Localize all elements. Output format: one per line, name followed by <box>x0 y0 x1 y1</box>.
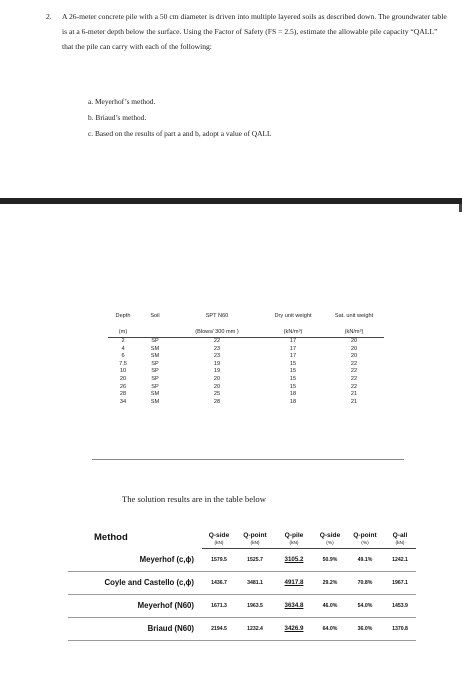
unit-depth: (m) <box>108 327 138 338</box>
col-header-q-side: Q-side <box>208 532 230 539</box>
cell: 49.1% <box>346 549 384 572</box>
cell: 20 <box>350 338 358 344</box>
cell: SP <box>151 383 159 390</box>
cell: 3481.1 <box>236 571 274 594</box>
cell: 23 <box>213 353 221 360</box>
unit-q-all: (kN) <box>384 539 416 549</box>
unit-sat: (kN/m³) <box>324 327 384 338</box>
cell: SP <box>151 375 159 382</box>
col-header-spt: SPT N60 <box>205 313 229 319</box>
cell: 18 <box>289 391 297 398</box>
cell: 1967.1 <box>384 571 416 594</box>
table-row <box>108 399 384 407</box>
cell: SP <box>151 360 159 367</box>
col-header-method: Method <box>94 531 128 543</box>
cell: 1453.9 <box>384 594 416 617</box>
cell: 20 <box>350 353 358 360</box>
cell: 1579.5 <box>202 549 236 572</box>
question-item-b: b. Briaud’s method. <box>88 113 147 122</box>
col-header-q-point-pct: Q-point <box>353 532 377 539</box>
cell: 17 <box>289 353 297 360</box>
unit-q-point-pct: (%) <box>346 539 384 549</box>
section-divider <box>92 459 404 460</box>
cell: 22 <box>213 338 221 344</box>
unit-spt: (Blows/ 300 mm ) <box>172 327 262 338</box>
table-row <box>108 376 384 384</box>
table-row <box>108 391 384 399</box>
cell: 18 <box>289 398 297 405</box>
cell: 17 <box>289 345 297 352</box>
cell: 19 <box>213 368 221 375</box>
method-label: Meyerhof (N60) <box>68 594 202 617</box>
cell: 28 <box>213 398 221 405</box>
cell: 4 <box>121 345 125 352</box>
soil-layer-table <box>108 305 384 406</box>
unit-q-side: (kN) <box>202 539 236 549</box>
col-header-q-point: Q-point <box>243 532 267 539</box>
cell: 3105.2 <box>274 549 314 572</box>
cell: 6 <box>121 353 125 360</box>
table-row <box>68 571 416 594</box>
cell: 23 <box>213 345 221 352</box>
cell: 36.0% <box>346 617 384 640</box>
table-row <box>68 594 416 617</box>
unit-q-side-pct: (%) <box>314 539 346 549</box>
col-header-soil: Soil <box>150 313 160 319</box>
question-text: A 26-meter concrete pile with a 50 cm diameter is driven into multiple layered soils as described down. The groundwater table is at a 6-meter depth below the surface. Using the Factor of Safety (FS = 2.5), estimate the allowable pile capacity “QALL” that the pile can carry with each of the following: <box>62 12 447 51</box>
cell: 1963.5 <box>236 594 274 617</box>
table-row <box>68 617 416 640</box>
col-header-q-side-pct: Q-side <box>319 532 341 539</box>
col-header-q-pile: Q-pile <box>284 532 304 539</box>
cell: 26 <box>119 383 127 390</box>
cell: 4917.8 <box>274 571 314 594</box>
table-row <box>68 549 416 572</box>
cell: 29.2% <box>314 571 346 594</box>
page-separator-bar <box>0 198 462 204</box>
cell: 1436.7 <box>202 571 236 594</box>
cell: 17 <box>289 338 297 344</box>
question-item-c: c. Based on the results of part a and b, adopt a value of QALL <box>88 129 272 138</box>
cell: 22 <box>350 360 358 367</box>
cell: SP <box>151 338 159 344</box>
cell: 22 <box>350 368 358 375</box>
cell: 50.9% <box>314 549 346 572</box>
cell: 2 <box>121 338 125 344</box>
question-number: 2. <box>46 12 52 21</box>
cell: 1370.8 <box>384 617 416 640</box>
cell: 7.5 <box>119 360 127 367</box>
question-2 <box>46 9 450 54</box>
cell: 70.8% <box>346 571 384 594</box>
cell: 20 <box>350 345 358 352</box>
col-header-depth: Depth <box>115 313 131 319</box>
cell: 46.0% <box>314 594 346 617</box>
cell: 15 <box>289 368 297 375</box>
cell: SM <box>150 345 160 352</box>
cell: SP <box>151 368 159 375</box>
results-table <box>68 526 416 641</box>
cell: 25 <box>213 391 221 398</box>
cell: 1232.4 <box>236 617 274 640</box>
col-header-sat-unit-weight: Sat. unit weight <box>334 313 374 319</box>
cell: 21 <box>350 398 358 405</box>
cell: 15 <box>289 360 297 367</box>
cell: 19 <box>213 360 221 367</box>
cell: 15 <box>289 375 297 382</box>
col-header-dry-unit-weight: Dry unit weight <box>274 313 312 319</box>
cell: 2194.5 <box>202 617 236 640</box>
table-row <box>108 368 384 376</box>
table-row <box>108 346 384 354</box>
cell: 1525.7 <box>236 549 274 572</box>
cell: 20 <box>213 375 221 382</box>
cell: 34 <box>119 398 127 405</box>
cell: 15 <box>289 383 297 390</box>
cell: 20 <box>119 375 127 382</box>
method-label: Briaud (N60) <box>68 617 202 640</box>
cell: 21 <box>350 391 358 398</box>
cell: 22 <box>350 375 358 382</box>
question-item-a: a. Meyerhof’s method. <box>88 97 156 106</box>
cell: 64.0% <box>314 617 346 640</box>
method-label: Coyle and Castello (c,ϕ) <box>68 571 202 594</box>
unit-dry: (kN/m³) <box>262 327 324 338</box>
unit-q-pile: (kN) <box>274 539 314 549</box>
cell: 3426.9 <box>274 617 314 640</box>
table-row <box>108 384 384 392</box>
table-row <box>108 338 384 346</box>
cell: 20 <box>213 383 221 390</box>
results-caption: The solution results are in the table below <box>122 494 266 504</box>
table-row <box>108 361 384 369</box>
cell: 1671.3 <box>202 594 236 617</box>
table-row <box>108 353 384 361</box>
cell: 3634.8 <box>274 594 314 617</box>
cell: SM <box>150 398 160 405</box>
cell: 10 <box>119 368 127 375</box>
cell: 1242.1 <box>384 549 416 572</box>
cell: 22 <box>350 383 358 390</box>
cell: SM <box>150 391 160 398</box>
method-label: Meyerhof (c,ϕ) <box>68 549 202 572</box>
cell: 28 <box>119 391 127 398</box>
cell: 54.0% <box>346 594 384 617</box>
cell: SM <box>150 353 160 360</box>
unit-q-point: (kN) <box>236 539 274 549</box>
col-header-q-all: Q-all <box>392 532 408 539</box>
unit-soil <box>138 327 172 338</box>
